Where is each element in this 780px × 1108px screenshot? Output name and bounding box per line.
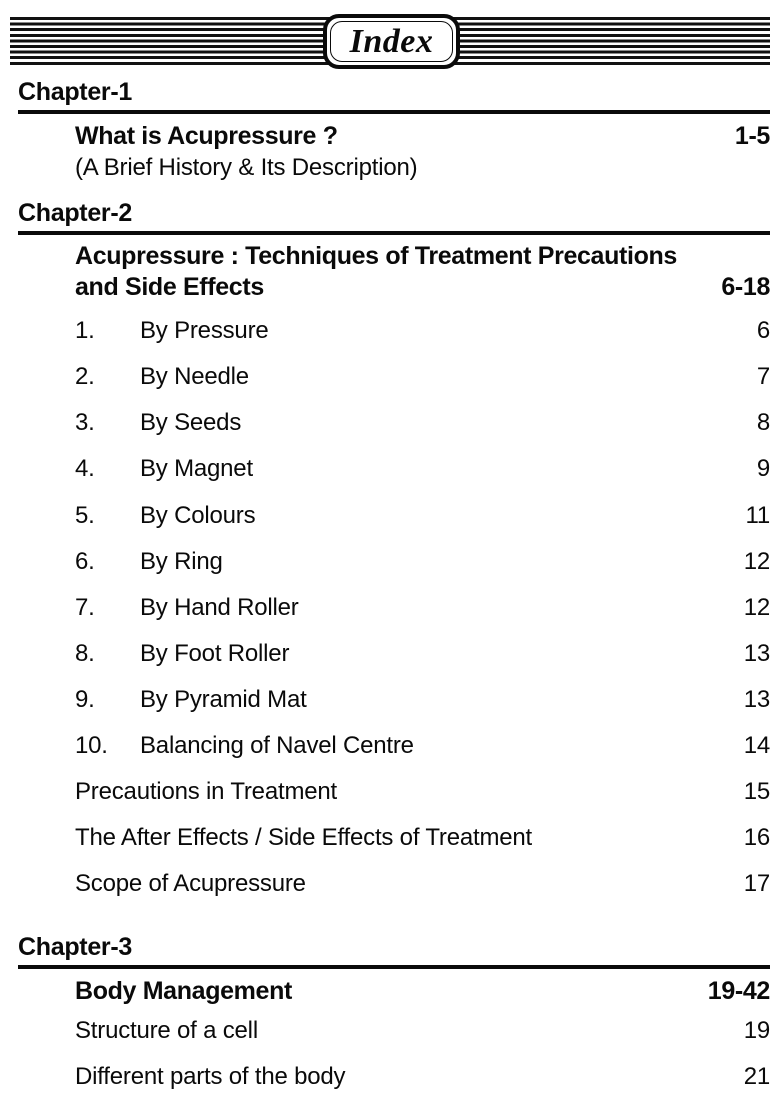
list-item[interactable] [75,1054,770,1100]
item-number: 8. [75,639,95,667]
list-item[interactable] [75,539,770,585]
item-number: 6. [75,547,95,575]
list-item[interactable] [75,400,770,446]
list-item[interactable] [75,1008,770,1054]
index-title-box [323,14,460,69]
item-label: The After Effects / Side Effects of Treatment [75,824,533,852]
item-label: By Pyramid Mat [140,685,307,713]
chapter-title-1: What is Acupressure ? [75,122,338,150]
chapter-title-row-2[interactable] [75,241,770,302]
list-item[interactable] [75,815,770,861]
item-page: 21 [743,1062,770,1090]
chapter-title-3: Body Management [75,977,293,1006]
list-item[interactable] [75,861,770,907]
item-page: 13 [743,639,770,667]
chapter-section-3 [0,933,780,1100]
chapter-title-row-3[interactable] [75,975,770,1008]
page-title: Index [349,22,434,60]
item-number: 3. [75,409,95,437]
chapter-title-pages-3: 19-42 [707,977,770,1006]
item-number: 5. [75,501,95,529]
item-label: Different parts of the body [75,1062,346,1090]
item-page: 9 [756,455,770,483]
list-item[interactable] [75,446,770,492]
item-number: 7. [75,593,95,621]
list-item[interactable] [75,677,770,723]
item-page: 13 [743,685,770,713]
chapter-heading-3: Chapter-3 [18,933,132,962]
item-label: By Pressure [140,317,269,345]
item-page: 15 [743,778,770,805]
item-number: 10. [75,731,108,759]
chapter-section-1 [0,78,780,183]
item-page: 6 [756,317,770,345]
chapter-title-2-line2: and Side Effects [75,272,264,301]
item-page: 16 [743,824,770,852]
chapter-title-2-line1: Acupressure : Techniques of Treatment Precautions [75,242,677,271]
list-item[interactable] [75,585,770,631]
chapter-subtitle-1: (A Brief History & Its Description) [75,153,418,181]
list-item[interactable] [75,354,770,400]
item-label: By Foot Roller [140,639,290,667]
item-label: By Magnet [140,455,253,483]
item-label: Scope of Acupressure [75,870,306,898]
item-label: By Colours [140,501,256,529]
list-item[interactable] [75,723,770,769]
item-page: 19 [743,1016,770,1044]
item-label: By Ring [140,547,223,575]
index-banner [10,14,770,69]
index-content [0,78,780,1100]
item-label: By Hand Roller [140,593,299,621]
item-number: 1. [75,317,95,345]
item-label: By Seeds [140,409,242,437]
list-item[interactable] [75,493,770,539]
item-label: By Needle [140,363,249,391]
chapter-entries-1 [0,120,780,183]
chapter-heading-1: Chapter-1 [18,78,132,106]
item-number: 4. [75,455,95,483]
chapter-title-pages-2: 6-18 [721,272,770,301]
list-item[interactable] [75,308,770,354]
chapter-heading-2: Chapter-2 [18,199,132,228]
item-page: 17 [743,870,770,898]
item-page: 7 [756,363,770,391]
list-item[interactable] [75,631,770,677]
item-label: Balancing of Navel Centre [140,731,414,759]
chapter-entries-3 [0,975,780,1100]
list-item[interactable] [75,769,770,815]
item-page: 8 [756,409,770,437]
item-page: 12 [743,547,770,575]
item-label: Precautions in Treatment [75,778,338,805]
chapter-title-row-1[interactable] [75,120,770,153]
chapter-entries-2 [0,241,780,907]
item-number: 9. [75,685,95,713]
item-number: 2. [75,363,95,391]
item-page: 12 [743,593,770,621]
item-label: Structure of a cell [75,1016,258,1044]
item-page: 14 [743,731,770,759]
item-page: 11 [745,501,770,529]
chapter-section-2 [0,199,780,907]
chapter-title-pages-1: 1-5 [734,122,770,150]
